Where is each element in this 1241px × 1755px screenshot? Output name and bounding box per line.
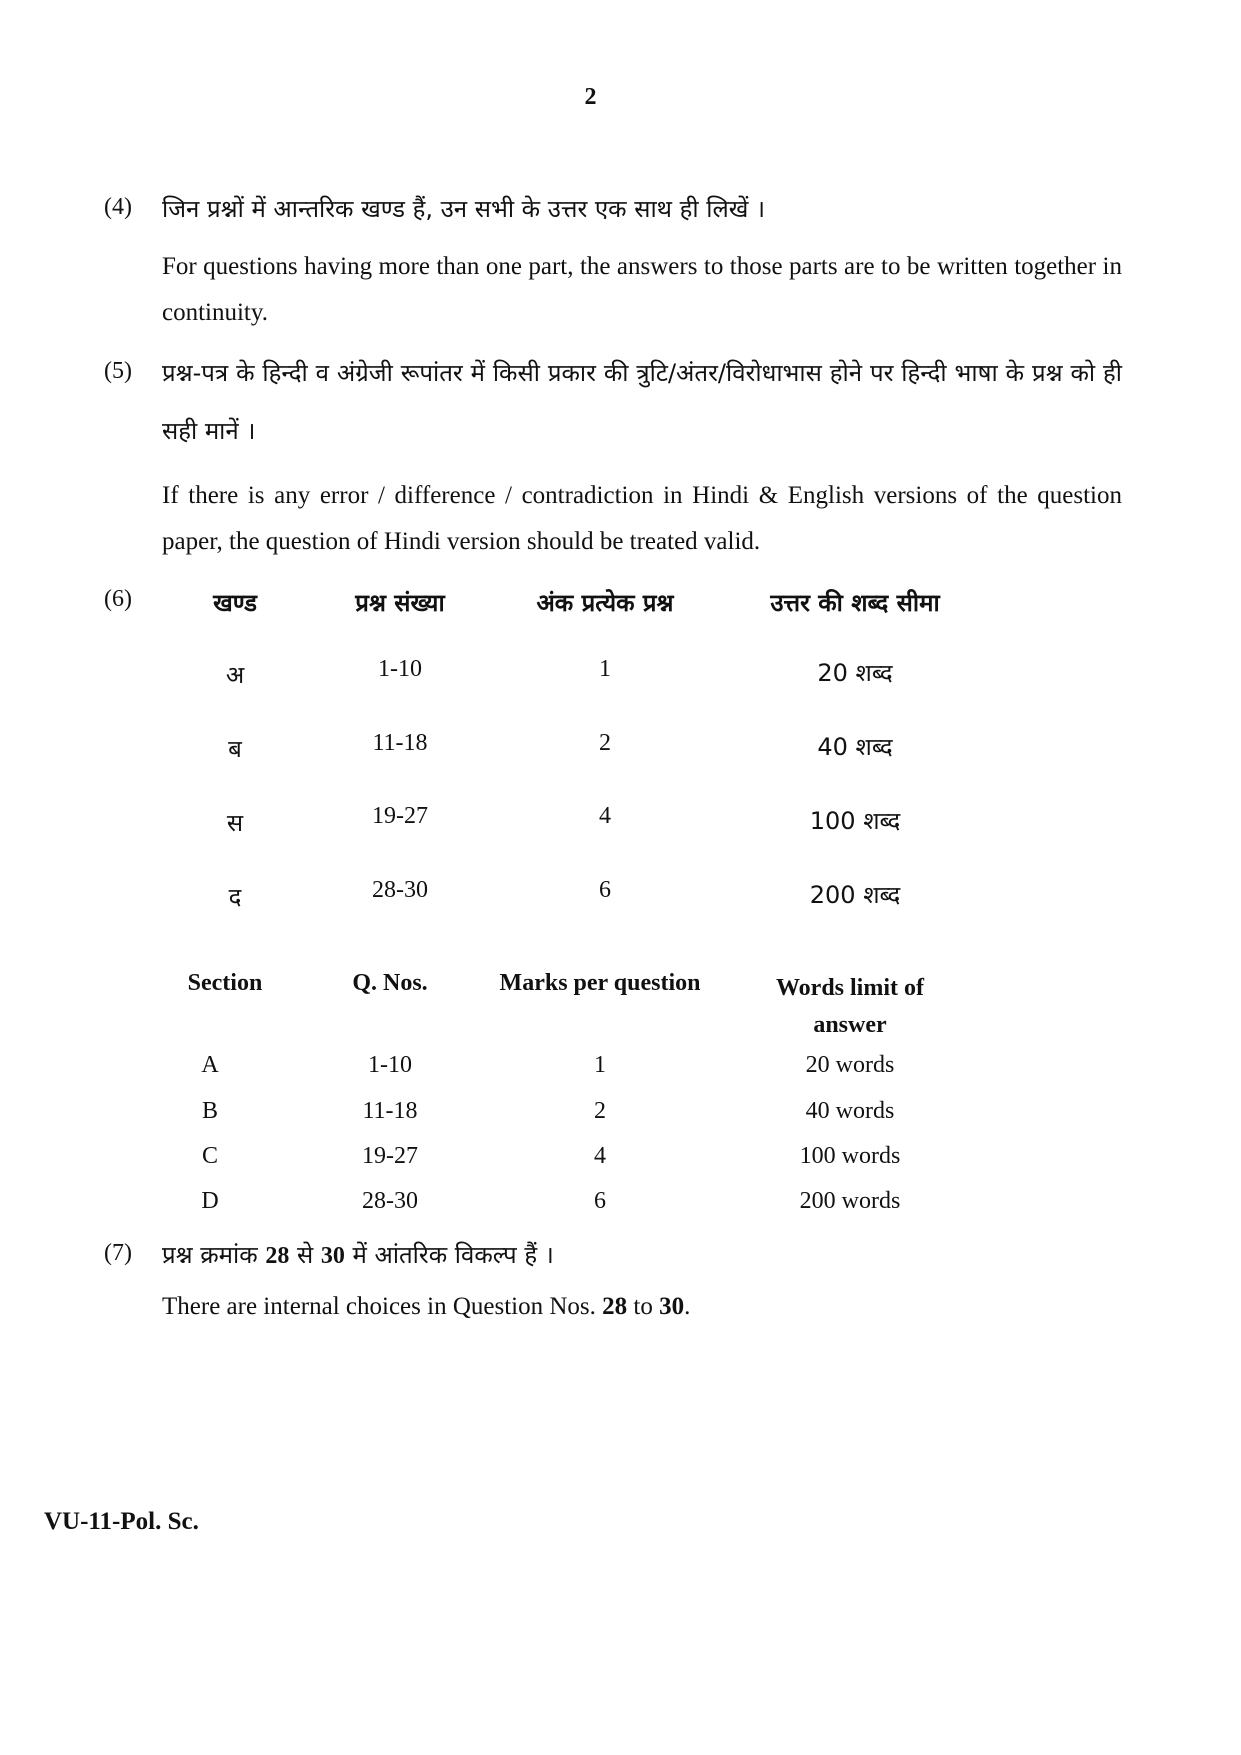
item-5-number: (5) [104, 358, 132, 384]
english-row-words: 200 words [799, 1188, 901, 1214]
hindi-header-marks: अंक प्रत्येक प्रश्न [536, 589, 674, 617]
english-row-qnos: 1-10 [368, 1052, 412, 1078]
english-row-section: C [201, 1143, 218, 1169]
item-5-english: If there is any error / difference / contradiction in Hindi & English versions of the question paper, the question of Hindi version should be treated valid. [162, 482, 1122, 555]
hindi-row-qnos: 28-30 [372, 877, 428, 903]
hindi-row-section: स [226, 809, 244, 837]
item-7-english-pre: There are internal choices in Question Nos. [162, 1293, 596, 1320]
item-6-number: (6) [104, 586, 132, 612]
item-4-hindi: जिन प्रश्नों में आन्तरिक खण्ड हैं, उन सभी के उत्तर एक साथ ही लिखें । [162, 195, 766, 223]
hindi-row-qnos: 19-27 [372, 803, 428, 829]
english-row-section: D [201, 1188, 219, 1214]
english-row-words: 40 words [805, 1098, 895, 1124]
item-7-hindi [162, 1238, 1122, 1271]
item-5-hindi: प्रश्न-पत्र के हिन्दी व अंग्रेजी रूपांतर में किसी प्रकार की त्रुटि/अंतर/विरोधाभास होने पर हिन्दी भाषा के प्रश्न को ही सही मानें । [162, 359, 1122, 445]
hindi-row-words: 100 शब्द [809, 807, 901, 835]
item-7-english-post: . [684, 1293, 691, 1320]
english-row-qnos: 28-30 [362, 1188, 418, 1214]
english-header-marks: Marks per question [499, 970, 701, 996]
hindi-row-words: 40 शब्द [817, 733, 893, 761]
hindi-header-words: उत्तर की शब्द सीमा [770, 589, 940, 617]
item-7-english [162, 1284, 1122, 1330]
item-7-english-mid: to [633, 1293, 653, 1320]
hindi-row-marks: 6 [599, 877, 611, 903]
hindi-row-section: अ [225, 661, 245, 689]
item-4-number: (4) [104, 194, 132, 220]
english-row-marks: 1 [594, 1052, 606, 1078]
item-7-number: (7) [104, 1240, 132, 1266]
item-7-hindi-n1: 28 [265, 1243, 290, 1269]
item-7-hindi-mid: से [296, 1241, 314, 1269]
hindi-row-words: 200 शब्द [809, 881, 901, 909]
hindi-row-section: द [228, 883, 242, 911]
hindi-header-section: खण्ड [213, 589, 257, 617]
item-7-hindi-pre: प्रश्न क्रमांक [162, 1241, 258, 1269]
english-row-words: 100 words [799, 1143, 901, 1169]
hindi-row-words: 20 शब्द [817, 659, 893, 687]
hindi-row-qnos: 11-18 [372, 730, 428, 756]
hindi-row-marks: 1 [599, 656, 611, 682]
english-row-section: A [201, 1052, 219, 1078]
english-row-qnos: 11-18 [362, 1098, 418, 1124]
english-header-words: Words limit of answer [776, 975, 924, 1038]
page-number: 2 [584, 84, 597, 110]
hindi-row-marks: 4 [599, 803, 611, 829]
english-row-marks: 2 [594, 1098, 606, 1124]
english-row-marks: 6 [594, 1188, 606, 1214]
english-header-section: Section [187, 970, 263, 996]
english-header-qnos: Q. Nos. [352, 970, 428, 996]
hindi-row-marks: 2 [599, 730, 611, 756]
hindi-row-qnos: 1-10 [378, 656, 422, 682]
paper-code-footer: VU-11-Pol. Sc. [44, 1508, 199, 1535]
item-4-english: For questions having more than one part, the answers to those parts are to be written together in continuity. [162, 253, 1122, 326]
hindi-row-section: ब [228, 735, 242, 763]
english-row-qnos: 19-27 [362, 1143, 418, 1169]
item-7-english-n2: 30 [659, 1293, 685, 1320]
hindi-header-qnos: प्रश्न संख्या [355, 589, 445, 617]
english-row-words: 20 words [805, 1052, 895, 1078]
english-row-marks: 4 [594, 1143, 606, 1169]
item-7-hindi-n2: 30 [320, 1243, 345, 1269]
english-row-section: B [201, 1098, 218, 1124]
item-7-hindi-post: में आंतरिक विकल्प हैं । [352, 1241, 554, 1269]
item-7-english-n1: 28 [602, 1293, 628, 1320]
